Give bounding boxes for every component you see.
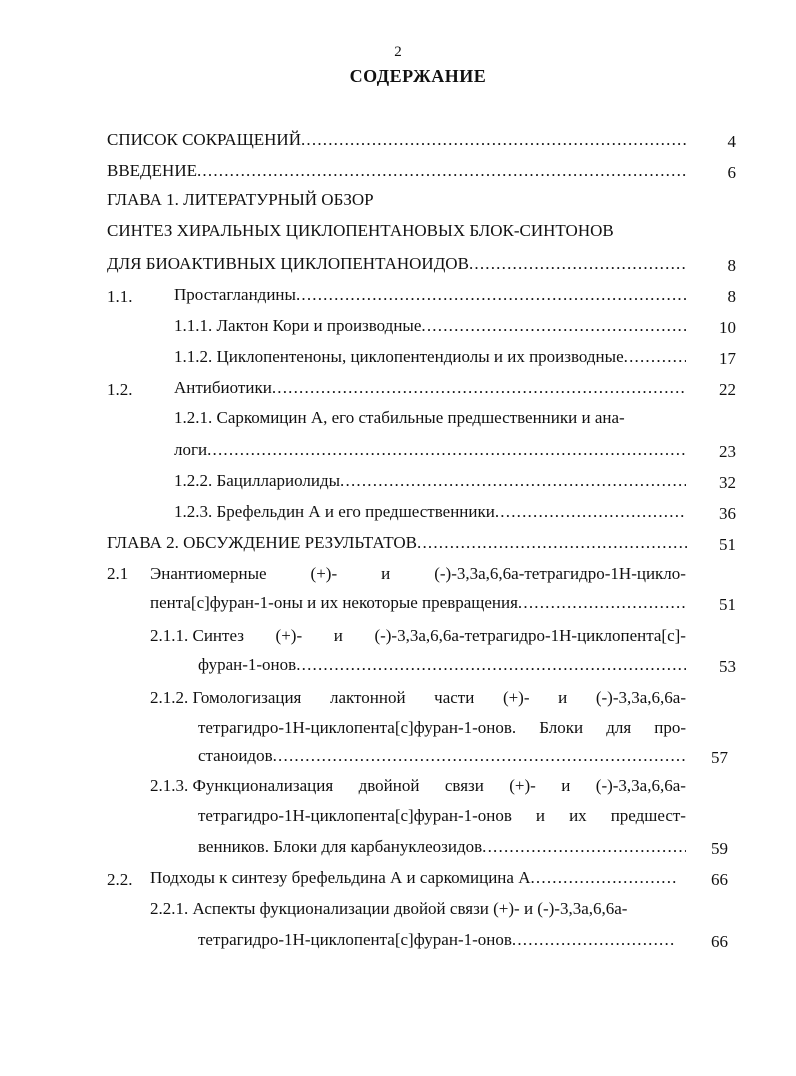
toc-page-number: 66	[711, 932, 728, 951]
word: (+)-	[275, 626, 303, 645]
toc-section-2-1-1-line2	[198, 654, 686, 676]
word: и	[333, 626, 343, 645]
word: тетрагидро-1H-циклопента[c]фуран-1-онов.	[198, 718, 517, 737]
leader-dots	[482, 836, 686, 858]
toc-section-2-2-1-line1: 2.2.1. Аспекты фукционализации двойой связи (+)- и (-)-3,3a,6,6a-	[150, 899, 628, 918]
word: двойной	[358, 776, 420, 795]
toc-entry-text: СПИСОК СОКРАЩЕНИЙ	[107, 130, 301, 149]
word: 2.1.2. Гомологизация	[150, 688, 302, 707]
toc-section-2-1-line2	[150, 592, 686, 614]
word: предшест-	[610, 806, 686, 825]
leader-dots	[469, 253, 687, 275]
toc-entry-text: 1.2.2. Бациллариолиды	[174, 471, 341, 490]
toc-entry-text: ДЛЯ БИОАКТИВНЫХ ЦИКЛОПЕНТАНОИДОВ	[107, 254, 469, 273]
toc-entry-text: венников. Блоки для карбануклеозидов	[198, 837, 483, 856]
toc-section-number: 2.1	[107, 564, 129, 583]
toc-page-number: 23	[719, 442, 736, 461]
page-number: 2	[394, 44, 402, 60]
leader-dots	[512, 929, 676, 951]
toc-chapter1-line2: СИНТЕЗ ХИРАЛЬНЫХ ЦИКЛОПЕНТАНОВЫХ БЛОК-СИНТОНОВ	[107, 221, 614, 240]
toc-entry-introduction	[107, 160, 687, 182]
toc-entry-text: фуран-1-онов	[198, 655, 297, 674]
toc-entry-text: тетрагидро-1H-циклопента[c]фуран-1-онов	[198, 930, 512, 949]
leader-dots	[421, 315, 686, 337]
toc-section-2-2	[150, 867, 676, 889]
toc-section-number: 1.1.	[107, 287, 133, 306]
leader-dots	[417, 532, 687, 554]
toc-section-1-2-1-line2	[174, 439, 686, 461]
toc-section-2-1-2-line3	[198, 745, 686, 767]
toc-section-1-2-1-line1: 1.2.1. Саркомицин А, его стабильные предшественники и ана-	[174, 408, 625, 427]
toc-page-number: 22	[719, 380, 736, 399]
toc-section-1-2	[174, 377, 686, 399]
word: 2.1.3. Функционализация	[150, 776, 334, 795]
leader-dots	[272, 377, 686, 399]
toc-page-number: 66	[711, 870, 728, 889]
page-title: СОДЕРЖАНИЕ	[349, 66, 487, 86]
leader-dots	[296, 284, 686, 306]
toc-page-number: 36	[719, 504, 736, 523]
word: связи	[444, 776, 484, 795]
leader-dots	[530, 867, 676, 889]
toc-entry-text: ГЛАВА 2. ОБСУЖДЕНИЕ РЕЗУЛЬТАТОВ	[107, 533, 417, 552]
toc-section-1-1-2	[174, 346, 686, 368]
toc-section-2-1-3-line2	[198, 806, 686, 826]
toc-page-number: 8	[727, 256, 736, 275]
toc-section-2-1-3-line3	[198, 836, 686, 858]
word: тетрагидро-1H-циклопента[c]фуран-1-онов	[198, 806, 512, 825]
toc-entry-text: ВВЕДЕНИЕ	[107, 161, 197, 180]
leader-dots	[518, 592, 686, 614]
toc-section-2-1-3-line1	[150, 776, 686, 796]
leader-dots	[197, 160, 687, 182]
word: и	[381, 564, 391, 583]
word: их	[569, 806, 587, 825]
word: для	[606, 718, 632, 737]
toc-page-number: 6	[727, 163, 736, 182]
word: и	[558, 688, 568, 707]
toc-page-number: 57	[711, 748, 728, 767]
leader-dots	[301, 129, 687, 151]
toc-entry-text: Простагландины	[174, 285, 296, 304]
word: (+)-	[502, 688, 530, 707]
toc-entry-text: Подходы к синтезу брефельдина А и саркомицина А	[150, 868, 531, 887]
toc-entry-abbreviations	[107, 129, 687, 151]
toc-section-number: 2.2.	[107, 870, 133, 889]
leader-dots	[495, 501, 686, 523]
toc-section-1-2-2	[174, 470, 686, 492]
toc-entry-text: 1.1.1. Лактон Кори и производные	[174, 316, 422, 335]
word: лактонной	[329, 688, 406, 707]
toc-entry-text: Антибиотики	[174, 378, 272, 397]
toc-section-2-1-2-line2	[198, 718, 686, 738]
toc-entry-text: 1.1.2. Циклопентеноны, циклопентендиолы и их производные	[174, 347, 624, 366]
toc-chapter2	[107, 532, 687, 554]
toc-section-2-1-line1	[150, 564, 686, 584]
leader-dots	[296, 654, 686, 676]
toc-section-2-2-1-line2	[198, 929, 676, 951]
toc-page-number: 17	[719, 349, 736, 368]
toc-entry-text: 1.2.3. Брефельдин А и его предшественники	[174, 502, 495, 521]
toc-section-2-1-2-line1	[150, 688, 686, 708]
word: (+)-	[509, 776, 536, 795]
toc-chapter1-line1: ГЛАВА 1. ЛИТЕРАТУРНЫЙ ОБЗОР	[107, 190, 374, 209]
word: (-)-3,3a,6,6a-	[595, 776, 686, 795]
toc-page-number: 51	[719, 595, 736, 614]
toc-page-number: 53	[719, 657, 736, 676]
leader-dots	[624, 346, 686, 368]
word: 2.1.1. Синтез	[150, 626, 244, 645]
toc-page-number: 10	[719, 318, 736, 337]
toc-chapter1-line3	[107, 253, 687, 275]
word: про-	[654, 718, 686, 737]
word: Энантиомерные	[150, 564, 267, 583]
toc-section-1-2-3	[174, 501, 686, 523]
word: и	[561, 776, 571, 795]
word: Блоки	[539, 718, 584, 737]
word: (-)-3,3a,6,6a-тетрагидро-1H-циклопента[c]-	[374, 626, 686, 645]
toc-page-number: 59	[711, 839, 728, 858]
leader-dots	[273, 745, 686, 767]
toc-page-number: 32	[719, 473, 736, 492]
toc-section-1-1	[174, 284, 686, 306]
word: (-)-3,3a,6,6a-	[595, 688, 686, 707]
word: (+)-	[310, 564, 338, 583]
word: части	[434, 688, 475, 707]
toc-page-number: 4	[727, 132, 736, 151]
toc-entry-text: пента[c]фуран-1-оны и их некоторые превращения	[150, 593, 518, 612]
toc-section-number: 1.2.	[107, 380, 133, 399]
leader-dots	[207, 439, 686, 461]
word: и	[535, 806, 546, 825]
toc-section-1-1-1	[174, 315, 686, 337]
toc-page-number: 51	[719, 535, 736, 554]
word: (-)-3,3a,6,6a-тетрагидро-1H-цикло-	[434, 564, 686, 583]
toc-section-2-1-1-line1	[150, 626, 686, 646]
toc-entry-text: логи	[174, 440, 208, 459]
leader-dots	[340, 470, 686, 492]
toc-entry-text: станоидов	[198, 746, 273, 765]
toc-page-number: 8	[727, 287, 736, 306]
